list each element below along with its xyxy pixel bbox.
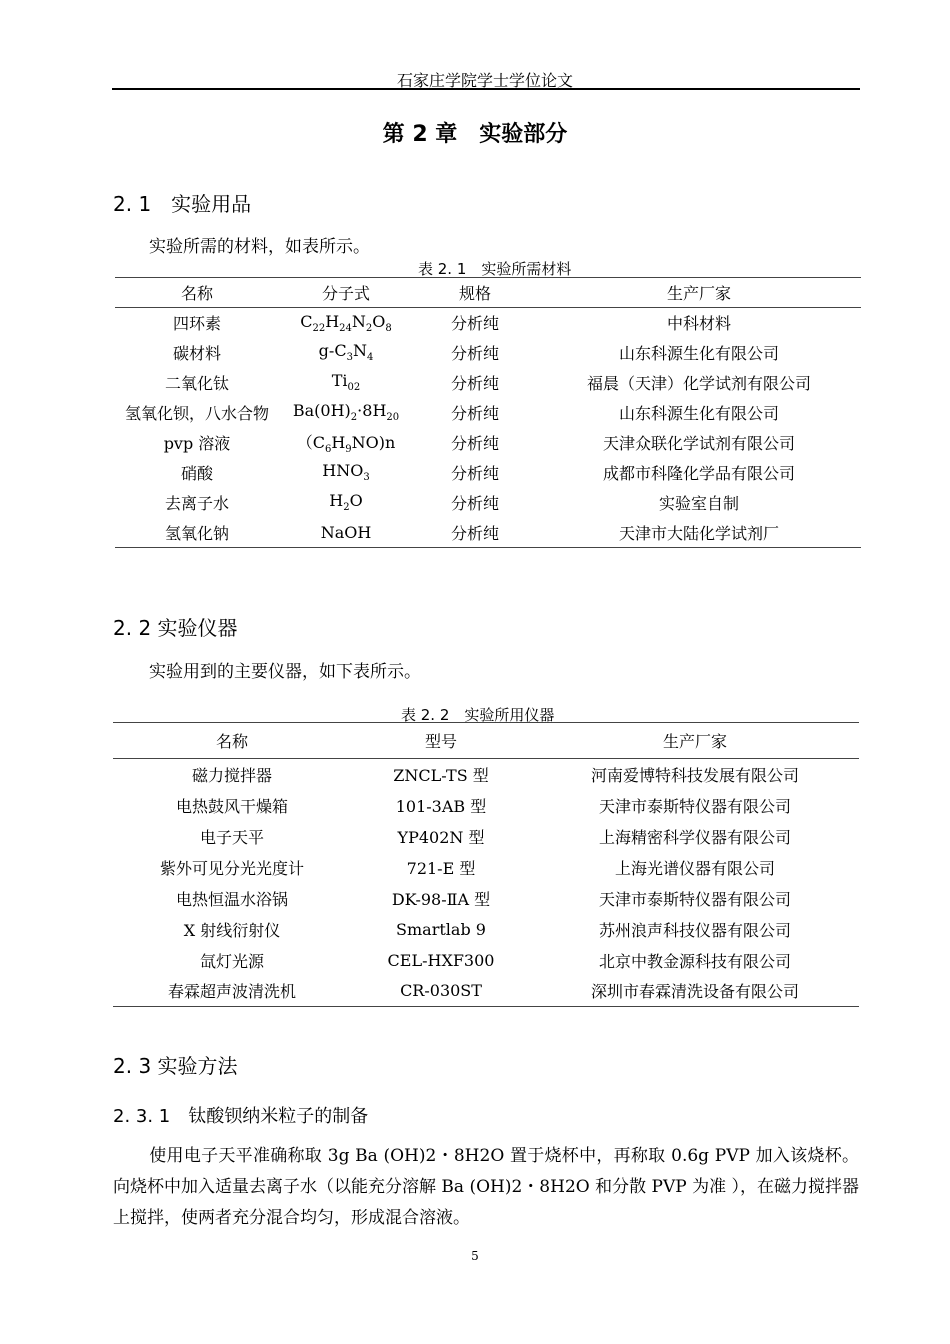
table-cell: $Ti_{02}$ — [331, 371, 361, 394]
table-row — [115, 338, 861, 368]
table-cell: 山东科源生化有限公司 — [618, 344, 779, 363]
table-cell: 分析纯 — [450, 464, 499, 483]
table-header-row — [115, 278, 861, 308]
table-cell: 分析纯 — [450, 523, 499, 543]
table-cell: $(C_6H_9NO)n$ — [296, 432, 396, 456]
table-cell: 深圳市春霖清洗设备有限公司 — [590, 982, 799, 1002]
table-cell: 天津众联化学试剂有限公司 — [602, 434, 795, 453]
table-cell: DK-98-ⅡA 型 — [391, 889, 491, 909]
column-header: 分子式 — [321, 284, 370, 303]
table-cell: 成都市科隆化学品有限公司 — [602, 464, 795, 483]
column-header: 型号 — [424, 732, 457, 751]
table-cell: 四环素 — [172, 314, 221, 334]
table-row — [115, 488, 861, 518]
table-1-caption: 表 2. 1 实验所需材料 — [418, 260, 572, 278]
table-cell: 苏州浪声科技仪器有限公司 — [598, 920, 791, 940]
table-header-row — [113, 723, 859, 759]
section-2-2-intro: 实验用到的主要仪器，如下表所示。 — [149, 662, 421, 682]
table-row — [113, 821, 859, 852]
instruments-table — [113, 722, 859, 1007]
table-cell: 电热恒温水浴锅 — [175, 889, 288, 909]
table-cell: 电子天平 — [199, 827, 264, 847]
table-row — [113, 883, 859, 914]
table-cell: 福晨（天津）化学试剂有限公司 — [586, 374, 811, 393]
table-cell: 分析纯 — [450, 344, 499, 363]
table-cell: $C_{22}H_{24}N_2O_8$ — [300, 311, 392, 334]
table-cell: pvp 溶液 — [163, 434, 231, 453]
table-cell: 二氧化钛 — [164, 374, 229, 393]
table-row — [115, 368, 861, 398]
table-cell: 河南爱博特科技发展有限公司 — [590, 765, 799, 785]
table-cell: $g-C_3N_4$ — [318, 341, 374, 364]
table-row — [113, 759, 859, 790]
table-row — [113, 790, 859, 821]
table-row — [115, 398, 861, 428]
section-heading-2-3: 2. 3 实验方法 — [113, 1054, 238, 1078]
table-cell: 实验室自制 — [658, 494, 739, 513]
table-cell: CR-030ST — [400, 981, 482, 1001]
table-cell: 分析纯 — [450, 404, 499, 423]
table-cell: 磁力搅拌器 — [191, 765, 272, 785]
table-cell: YP402N 型 — [397, 827, 485, 847]
table-cell: CEL-HXF300 — [387, 950, 495, 970]
table-cell: 碳材料 — [172, 344, 221, 363]
table-cell: ZNCL-TS 型 — [393, 765, 489, 785]
table-cell: 上海光谱仪器有限公司 — [614, 858, 775, 878]
table-cell: 天津市泰斯特仪器有限公司 — [598, 889, 791, 909]
column-header: 名称 — [180, 284, 213, 303]
table-cell: 天津市大陆化学试剂厂 — [618, 523, 779, 543]
table-cell: X 射线衍射仪 — [183, 920, 281, 940]
table-row — [115, 308, 861, 338]
page-number: 5 — [471, 1249, 479, 1263]
table-cell: 山东科源生化有限公司 — [618, 404, 779, 423]
table-cell: 分析纯 — [450, 494, 499, 513]
table-cell: 紫外可见分光光度计 — [159, 858, 304, 878]
section-heading-2-1: 2. 1 实验用品 — [113, 192, 252, 216]
table-cell: 氢氧化钡，八水合物 — [124, 404, 269, 423]
table-row — [115, 518, 861, 548]
section-2-1-intro: 实验所需的材料，如表所示。 — [149, 237, 370, 257]
table-cell: NaOH — [320, 522, 372, 542]
table-row — [113, 852, 859, 883]
table-cell: 101-3AB 型 — [395, 796, 487, 816]
table-row — [115, 458, 861, 488]
table-cell: 氙灯光源 — [199, 951, 264, 971]
table-cell: 硝酸 — [180, 464, 213, 483]
table-row — [115, 428, 861, 458]
method-paragraph — [113, 1141, 859, 1234]
subsection-heading-2-3-1: 2. 3. 1 钛酸钡纳米粒子的制备 — [113, 1106, 369, 1127]
table-cell: 分析纯 — [450, 314, 499, 334]
table-row — [113, 914, 859, 945]
table-cell: 分析纯 — [450, 434, 499, 453]
table-cell: 电热鼓风干燥箱 — [175, 796, 288, 816]
table-row — [113, 945, 859, 976]
table-2-caption: 表 2. 2 实验所用仪器 — [401, 706, 555, 724]
table-cell: 去离子水 — [164, 494, 229, 513]
chapter-title: 第 2 章 实验部分 — [382, 122, 568, 147]
table-cell: 春霖超声波清洗机 — [167, 982, 296, 1002]
table-cell: $H_2O$ — [329, 491, 363, 514]
table-cell: 天津市泰斯特仪器有限公司 — [598, 796, 791, 816]
table-cell: $Ba(0H)_2\cdot 8H_{20}$ — [292, 401, 400, 424]
table-cell: Smartlab 9 — [396, 919, 486, 939]
table-cell: 上海精密科学仪器有限公司 — [598, 827, 791, 847]
table-cell: $HNO_3$ — [322, 461, 370, 484]
table-cell: 氢氧化钠 — [164, 523, 229, 543]
column-header: 生产厂家 — [666, 284, 731, 303]
method-paragraph-text: 使用电子天平准确称取 3g Ba (OH)2・8H2O 置于烧杯中，再称取 0.6g PVP 加入该烧杯。向烧杯中加入适量去离子水（以能充分溶解 Ba (OH)2・8H2O 和分散 PVP 为准 ），在磁力搅拌器上搅拌，使两者充分混合均匀，形成混合溶液。 — [113, 1146, 859, 1228]
section-heading-2-2: 2. 2 实验仪器 — [113, 616, 238, 640]
table-cell: 721-E 型 — [406, 858, 476, 878]
table-row — [113, 976, 859, 1007]
materials-table — [115, 277, 861, 548]
table-cell: 中科材料 — [666, 314, 731, 334]
page-header: 石家庄学院学士学位论文 — [396, 71, 573, 90]
column-header: 名称 — [215, 732, 248, 751]
table-cell: 分析纯 — [450, 374, 499, 393]
column-header: 规格 — [458, 284, 491, 303]
header-rule — [112, 88, 860, 90]
column-header: 生产厂家 — [662, 732, 727, 751]
table-cell: 北京中教金源科技有限公司 — [598, 951, 791, 971]
